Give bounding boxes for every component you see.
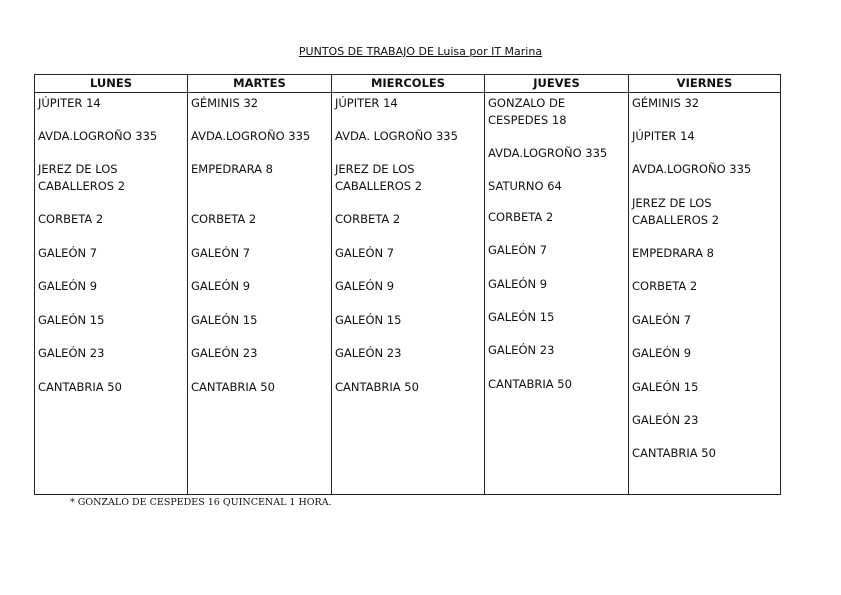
list-item: JÚPITER 14: [38, 96, 101, 110]
list-item: GALEÓN 9: [335, 279, 395, 293]
list-item: CANTABRIA 50: [488, 377, 572, 391]
list-item: JEREZ DE LOS CABALLEROS 2: [335, 162, 423, 193]
column-header: LUNES: [35, 75, 187, 93]
column-header: JUEVES: [485, 75, 628, 93]
list-item: GALEÓN 23: [488, 343, 555, 357]
list-item: SATURNO 64: [488, 179, 562, 193]
list-item: JÚPITER 14: [335, 96, 398, 110]
list-item: AVDA.LOGROÑO 335: [632, 162, 752, 176]
list-item: GALEÓN 9: [191, 279, 251, 293]
list-item: GALEÓN 7: [335, 246, 395, 260]
list-item: GALEÓN 7: [38, 246, 98, 260]
column-header: MIERCOLES: [332, 75, 484, 93]
schedule-table: [34, 74, 781, 495]
list-item: GALEÓN 7: [191, 246, 251, 260]
list-item: GALEÓN 15: [335, 313, 402, 327]
list-item: GALEÓN 15: [191, 313, 258, 327]
list-item: EMPEDRARA 8: [191, 162, 273, 176]
list-item: CANTABRIA 50: [38, 380, 122, 394]
list-item: GALEÓN 9: [488, 277, 548, 291]
list-item: GALEÓN 7: [488, 243, 548, 257]
list-item: GALEÓN 9: [38, 279, 98, 293]
list-item: GALEÓN 15: [632, 380, 699, 394]
list-item: JEREZ DE LOS CABALLEROS 2: [38, 162, 126, 193]
list-item: GALEÓN 7: [632, 313, 692, 327]
column-viernes: [629, 75, 780, 494]
list-item: GALEÓN 23: [38, 346, 105, 360]
list-item: AVDA. LOGROÑO 335: [335, 129, 458, 143]
list-item: AVDA.LOGROÑO 335: [191, 129, 311, 143]
column-miercoles: [332, 75, 485, 494]
page-title: PUNTOS DE TRABAJO DE Luisa por IT Marina: [298, 45, 543, 58]
list-item: GONZALO DE CESPEDES 18: [488, 96, 567, 127]
list-item: AVDA.LOGROÑO 335: [38, 129, 158, 143]
list-item: CORBETA 2: [632, 279, 698, 293]
list-item: CORBETA 2: [488, 210, 554, 224]
list-item: GALEÓN 15: [38, 313, 105, 327]
list-item: CORBETA 2: [38, 212, 104, 226]
list-item: CANTABRIA 50: [191, 380, 275, 394]
list-item: CORBETA 2: [191, 212, 257, 226]
column-header: MARTES: [188, 75, 331, 93]
list-item: GÉMINIS 32: [632, 96, 700, 110]
column-jueves: [485, 75, 629, 494]
list-item: JEREZ DE LOS CABALLEROS 2: [632, 196, 720, 227]
list-item: JÚPITER 14: [632, 129, 695, 143]
list-item: EMPEDRARA 8: [632, 246, 714, 260]
list-item: CORBETA 2: [335, 212, 401, 226]
column-header: VIERNES: [629, 75, 780, 93]
footnote: * GONZALO DE CESPEDES 16 QUINCENAL 1 HORA.: [70, 497, 332, 508]
column-lunes: [35, 75, 188, 494]
list-item: AVDA.LOGROÑO 335: [488, 146, 608, 160]
column-martes: [188, 75, 332, 494]
list-item: GALEÓN 9: [632, 346, 692, 360]
list-item: GÉMINIS 32: [191, 96, 259, 110]
list-item: CANTABRIA 50: [632, 446, 716, 460]
list-item: GALEÓN 23: [191, 346, 258, 360]
list-item: GALEÓN 15: [488, 310, 555, 324]
list-item: GALEÓN 23: [335, 346, 402, 360]
list-item: GALEÓN 23: [632, 413, 699, 427]
list-item: CANTABRIA 50: [335, 380, 419, 394]
